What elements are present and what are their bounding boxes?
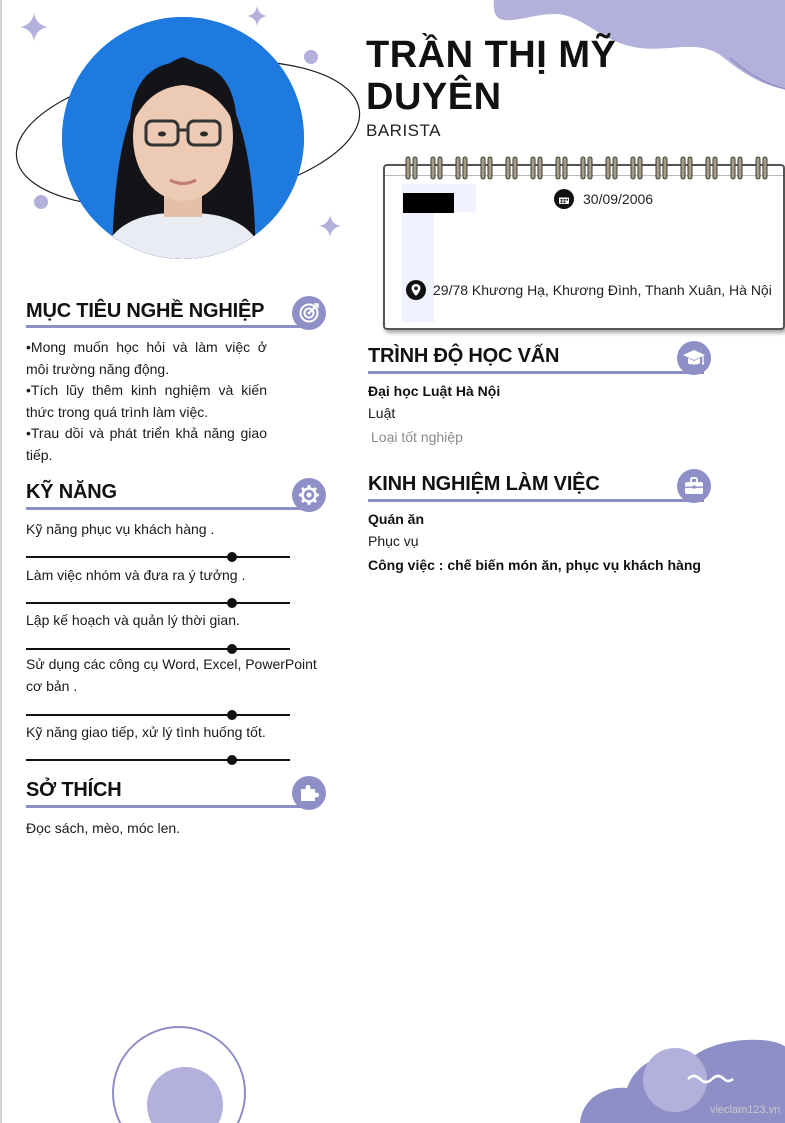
work-duties: Công việc : chế biến món ăn, phục vụ khách hàng <box>368 557 701 573</box>
location-pin-icon <box>406 280 426 300</box>
skill-level-dot <box>227 552 237 562</box>
education-heading: TRÌNH ĐỘ HỌC VẤN <box>368 345 560 367</box>
spiral-ring <box>431 157 442 179</box>
work-position: Phục vụ <box>368 533 419 549</box>
school-name: Đại học Luật Hà Nội <box>368 383 501 399</box>
objective-line: •Tích lũy thêm kinh nghiệm và kiến thức trong quá trình làm việc. <box>26 382 267 420</box>
spiral-ring <box>756 157 767 179</box>
graduation-grade: Loại tốt nghiệp <box>371 429 463 445</box>
hobbies-heading-underline <box>26 805 316 808</box>
objective-text <box>26 337 267 466</box>
spiral-ring <box>681 157 692 179</box>
name-line-1: TRẦN THỊ MỸ <box>366 34 617 76</box>
skill-bar <box>26 714 290 716</box>
spiral-ring <box>731 157 742 179</box>
birth-date-row <box>554 189 653 209</box>
skill-bar <box>26 556 290 558</box>
skill-label: Sử dụng các công cụ Word, Excel, PowerPoint cơ bản . <box>26 656 317 694</box>
birth-date-value: 30/09/2006 <box>583 191 654 207</box>
address-row <box>406 280 772 300</box>
skill-label: Kỹ năng giao tiếp, xử lý tình huống tốt. <box>26 724 266 740</box>
skills-heading: KỸ NĂNG <box>26 481 117 503</box>
redacted-field <box>403 193 454 213</box>
skill-label: Làm việc nhóm và đưa ra ý tưởng . <box>26 567 246 583</box>
skill-bar <box>26 759 290 761</box>
objective-heading: MỤC TIÊU NGHỀ NGHIỆP <box>26 300 265 322</box>
objective-line: •Mong muốn học hỏi và làm việc ở môi trường năng động. <box>26 339 267 377</box>
hobbies-text: Đọc sách, mèo, móc len. <box>26 820 181 836</box>
skill-bar <box>26 602 290 604</box>
spiral-ring <box>506 157 517 179</box>
spiral-ring <box>706 157 717 179</box>
decorative-bottom-shapes <box>2 1020 785 1123</box>
spiral-ring <box>556 157 567 179</box>
spiral-ring <box>531 157 542 179</box>
name-line-2: DUYÊN <box>366 76 502 118</box>
gear-icon <box>292 478 326 512</box>
calendar-icon <box>554 189 574 209</box>
spiral-ring <box>631 157 642 179</box>
skill-label: Kỹ năng phục vụ khách hàng . <box>26 521 215 537</box>
objective-heading-underline <box>26 325 316 328</box>
puzzle-icon <box>292 776 326 810</box>
target-icon <box>292 296 326 330</box>
briefcase-icon <box>677 469 711 503</box>
spiral-ring <box>656 157 667 179</box>
decorative-shape <box>402 212 434 322</box>
spiral-rings <box>400 155 780 181</box>
skill-level-dot <box>227 710 237 720</box>
objective-line: •Trau dồi và phát triển khả năng giao tiếp. <box>26 425 267 463</box>
major: Luật <box>368 405 396 421</box>
profile-photo <box>62 17 304 259</box>
spiral-ring <box>481 157 492 179</box>
spiral-ring <box>456 157 467 179</box>
watermark: vieclam123.vn <box>710 1104 781 1116</box>
skill-level-dot <box>227 598 237 608</box>
experience-heading-underline <box>368 499 704 502</box>
skill-bar <box>26 648 290 650</box>
education-heading-underline <box>368 371 704 374</box>
spiral-ring <box>406 157 417 179</box>
sparkle-icon <box>20 13 48 41</box>
address-value: 29/78 Khương Hạ, Khương Đình, Thanh Xuân, Hà Nội <box>433 282 772 298</box>
full-name <box>366 34 666 118</box>
skill-label: Lập kế hoạch và quản lý thời gian. <box>26 612 240 628</box>
graduation-cap-icon <box>677 341 711 375</box>
hobbies-heading: SỞ THÍCH <box>26 779 122 801</box>
spiral-ring <box>606 157 617 179</box>
spiral-ring <box>581 157 592 179</box>
skill-level-dot <box>227 644 237 654</box>
workplace-name: Quán ăn <box>368 511 425 527</box>
sparkle-icon <box>247 6 267 26</box>
job-title: BARISTA <box>366 121 441 140</box>
skill-level-dot <box>227 755 237 765</box>
experience-heading: KINH NGHIỆM LÀM VIỆC <box>368 473 600 495</box>
skills-heading-underline <box>26 507 316 510</box>
